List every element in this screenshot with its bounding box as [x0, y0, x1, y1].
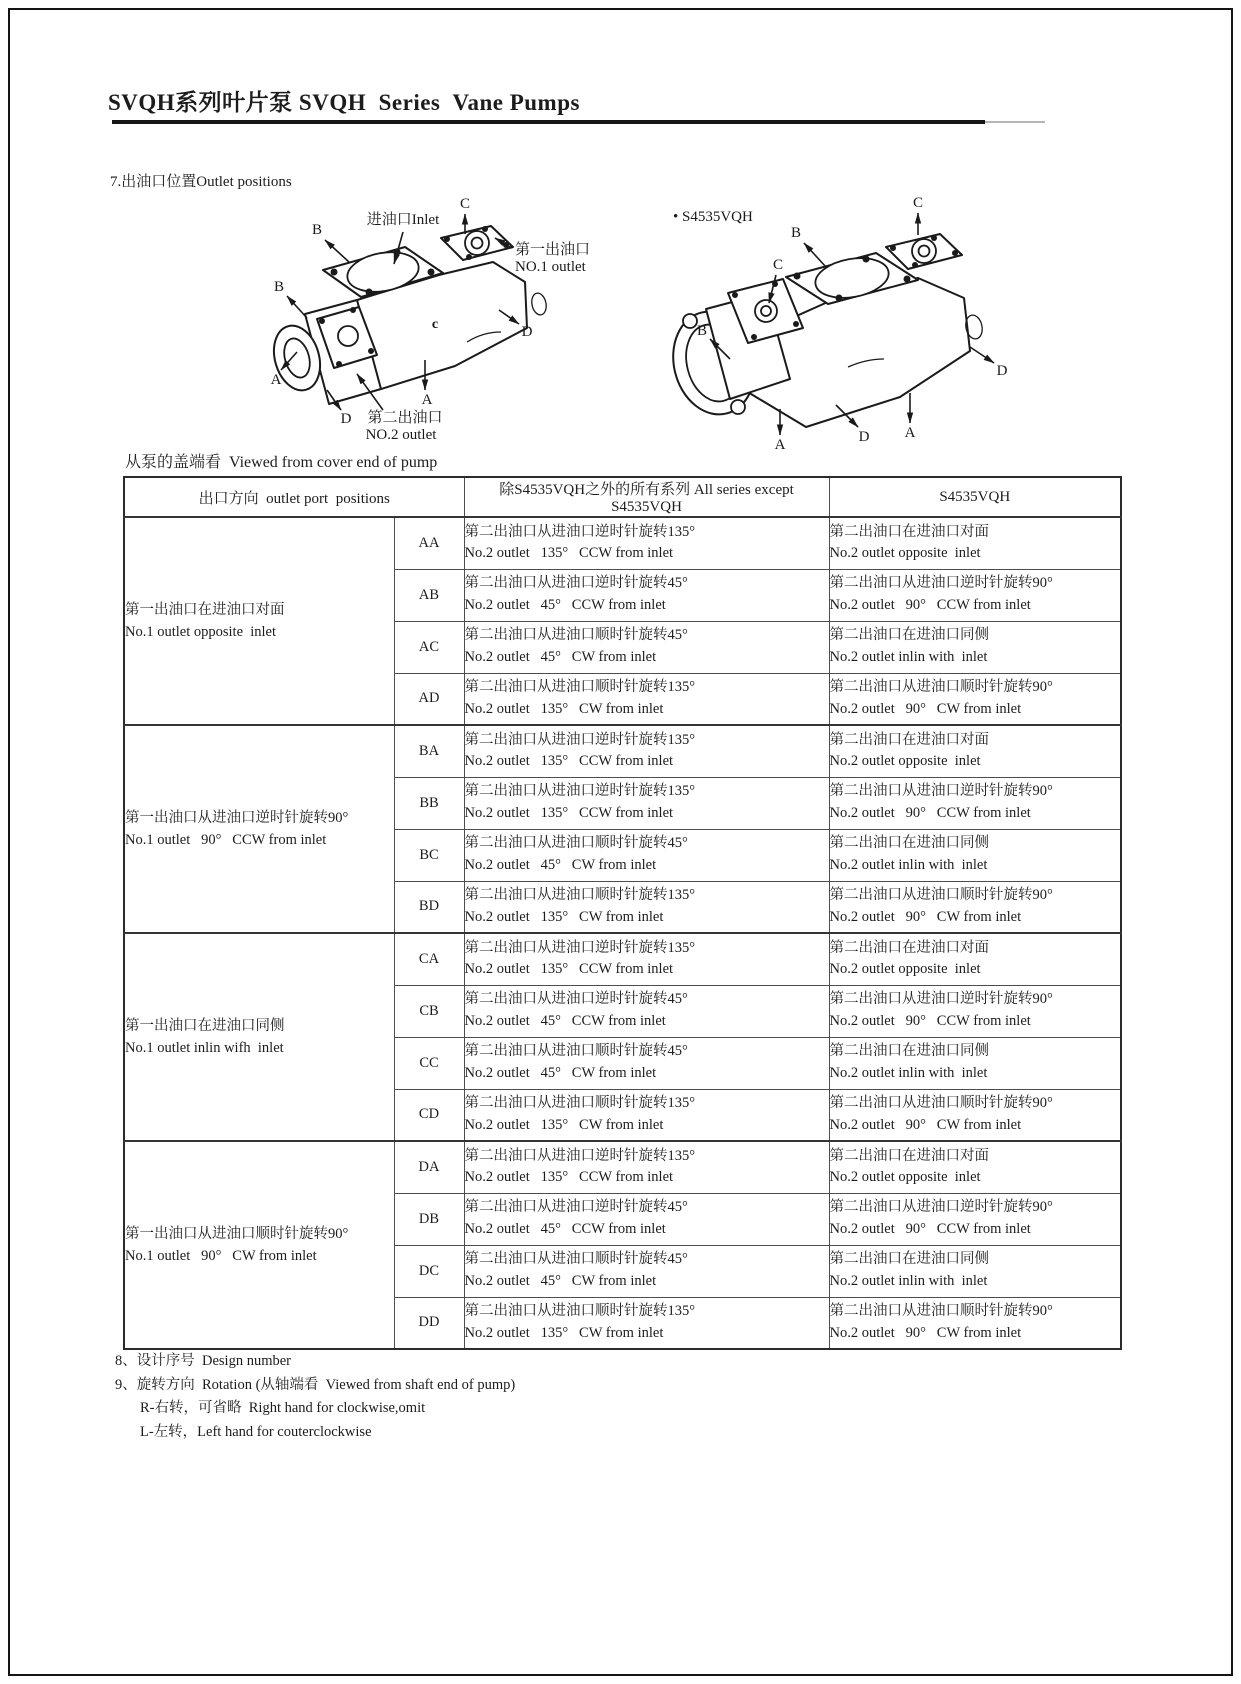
row-code: DA [394, 1141, 464, 1193]
cell-cn: 第二出油口在进油口对面 [829, 731, 990, 748]
group-label-cn: 第一出油口从进油口逆时针旋转90° [125, 809, 349, 826]
group-label-cn: 第一出油口在进油口同侧 [125, 1017, 285, 1034]
cell-cn: 第二出油口从进油口逆时针旋转135° [464, 939, 696, 956]
no1-outlet-label-cn: 第一出油口 [515, 242, 591, 258]
cell-cn: 第二出油口在进油口同侧 [829, 835, 990, 852]
row-code: BB [394, 777, 464, 829]
row-code: DD [394, 1297, 464, 1349]
dir-label-a-bottom: A [774, 437, 786, 453]
row-code: AA [394, 517, 464, 569]
cell-en: No.2 outlet 45° CW from inlet [464, 649, 657, 665]
cell-cn: 第二出油口从进油口顺时针旋转90° [829, 887, 1053, 903]
cell-en: No.2 outlet 45° CCW from inlet [464, 1013, 666, 1029]
cell-en: No.2 outlet 135° CW from inlet [464, 1116, 664, 1133]
cell-cn: 第二出油口从进油口逆时针旋转90° [829, 1199, 1053, 1216]
cell-cn: 第二出油口从进油口逆时针旋转135° [464, 731, 696, 748]
cell-cn: 第二出油口从进油口逆时针旋转45° [464, 575, 688, 592]
group-label-en: No.1 outlet 90° CCW from inlet [125, 832, 327, 848]
note-rotation-l: L-左转，Left hand for couterclockwise [140, 1423, 372, 1440]
cell-all-series [464, 1297, 829, 1349]
page-title: SVQH系列叶片泵 SVQH Series Vane Pumps [108, 90, 580, 115]
title-rule [112, 120, 985, 124]
cell-en: No.2 outlet 135° CW from inlet [464, 908, 664, 925]
footnotes [115, 1354, 515, 1448]
cell-all-series [464, 725, 829, 777]
dir-label-c-right: C [912, 195, 924, 211]
cell-cn: 第二出油口从进油口顺时针旋转45° [464, 1251, 688, 1268]
cell-en: No.2 outlet 90° CCW from inlet [829, 597, 1031, 613]
row-code: BC [394, 829, 464, 881]
row-code: DB [394, 1193, 464, 1245]
table-caption: 从泵的盖端看 Viewed from cover end of pump [125, 454, 438, 471]
dir-label-d-bottom: D [858, 429, 870, 445]
cell-all-series [464, 1089, 829, 1141]
cell-en: No.2 outlet 45° CW from inlet [464, 1065, 657, 1081]
cell-cn: 第二出油口在进油口对面 [829, 523, 990, 540]
group-label-cn: 第一出油口在进油口对面 [125, 601, 285, 618]
header-all-series: 除S4535VQH之外的所有系列 All series except S4535VQH [464, 477, 829, 517]
row-code: BD [394, 881, 464, 933]
cell-cn: 第二出油口从进油口顺时针旋转90° [829, 679, 1053, 695]
cell-en: No.2 outlet 135° CW from inlet [464, 700, 664, 717]
cell-en: No.2 outlet opposite inlet [829, 545, 981, 562]
cell-all-series [464, 1245, 829, 1297]
cell-en: No.2 outlet 45° CCW from inlet [464, 597, 666, 613]
dir-label-b-top: B [311, 222, 323, 238]
cell-s4535vqh [829, 1141, 1121, 1193]
cell-cn: 第二出油口从进油口逆时针旋转135° [464, 1147, 696, 1164]
cell-s4535vqh [829, 777, 1121, 829]
cell-s4535vqh [829, 1089, 1121, 1141]
note-rotation: 9、旋转方向 Rotation (从轴端看 Viewed from shaft end of pump) [115, 1376, 516, 1393]
group-label-cell [124, 1141, 394, 1349]
cell-cn: 第二出油口在进油口同侧 [829, 1251, 990, 1268]
direction-arrow-b-left [287, 296, 307, 318]
dir-label-a-right: A [904, 425, 916, 441]
cell-cn: 第二出油口从进油口顺时针旋转90° [829, 1095, 1053, 1111]
cell-all-series [464, 1037, 829, 1089]
cell-en: No.2 outlet opposite inlet [829, 1169, 981, 1186]
cell-s4535vqh [829, 517, 1121, 569]
dir-label-b-top: B [790, 225, 802, 241]
group-label-en: No.1 outlet opposite inlet [125, 624, 277, 640]
model-label: • S4535VQH [673, 209, 753, 225]
dir-label-a-bottom: A [421, 392, 433, 408]
table-row-BA [124, 725, 1121, 777]
cell-s4535vqh [829, 621, 1121, 673]
group-label-cn: 第一出油口从进油口顺时针旋转90° [125, 1225, 349, 1242]
dir-label-b-left: B [273, 279, 285, 295]
cell-en: No.2 outlet 135° CW from inlet [464, 1324, 664, 1341]
no2-outlet-label-cn: 第二出油口 [367, 410, 443, 426]
cell-all-series [464, 517, 829, 569]
direction-arrow-b-top [804, 243, 826, 267]
cell-all-series [464, 569, 829, 621]
cell-all-series [464, 777, 829, 829]
cell-cn: 第二出油口从进油口顺时针旋转45° [464, 835, 688, 852]
cell-all-series [464, 933, 829, 985]
cell-en: No.2 outlet inlin with inlet [829, 1065, 988, 1081]
group-label-en: No.1 outlet inlin wifh inlet [125, 1040, 284, 1056]
cell-en: No.2 outlet inlin with inlet [829, 649, 988, 665]
table-header-row [124, 477, 1121, 517]
cell-en: No.2 outlet 90° CW from inlet [829, 1324, 1022, 1341]
dir-label-c-top: C [459, 196, 471, 212]
cell-en: No.2 outlet 135° CCW from inlet [464, 1169, 674, 1186]
cell-en: No.2 outlet opposite inlet [829, 961, 981, 978]
cell-cn: 第二出油口从进油口顺时针旋转135° [464, 679, 696, 695]
cell-cn: 第二出油口从进油口逆时针旋转45° [464, 1199, 688, 1216]
cell-en: No.2 outlet 135° CCW from inlet [464, 545, 674, 562]
cell-en: No.2 outlet 90° CCW from inlet [829, 805, 1031, 821]
direction-arrow-d-right [970, 347, 994, 363]
no2-outlet-label-en: NO.2 outlet [365, 427, 437, 443]
cell-all-series [464, 829, 829, 881]
row-code: CB [394, 985, 464, 1037]
group-label-cell [124, 725, 394, 933]
cell-cn: 第二出油口从进油口顺时针旋转45° [464, 627, 688, 644]
row-code: CC [394, 1037, 464, 1089]
row-code: AC [394, 621, 464, 673]
cell-s4535vqh [829, 1193, 1121, 1245]
cell-all-series [464, 985, 829, 1037]
cell-s4535vqh [829, 985, 1121, 1037]
row-code: AB [394, 569, 464, 621]
cell-all-series [464, 1141, 829, 1193]
cell-cn: 第二出油口从进油口逆时针旋转90° [829, 991, 1053, 1008]
cell-s4535vqh [829, 569, 1121, 621]
mount-bolt-hole [683, 314, 697, 328]
inlet-label: 进油口Inlet [366, 212, 440, 228]
cell-s4535vqh [829, 1245, 1121, 1297]
cell-cn: 第二出油口从进油口顺时针旋转135° [464, 1095, 696, 1111]
section-7-heading: 7.出油口位置Outlet positions [110, 174, 292, 190]
dir-label-c-left: C [772, 257, 784, 273]
table-row-DA [124, 1141, 1121, 1193]
cell-cn: 第二出油口从进油口顺时针旋转45° [464, 1043, 688, 1060]
cell-en: No.2 outlet 135° CCW from inlet [464, 961, 674, 978]
direction-arrow-b-top [325, 240, 349, 262]
dir-label-d-bottom: D [340, 411, 352, 427]
note-rotation-r: R-右转，可省略 Right hand for clockwise,omit [140, 1400, 426, 1416]
cell-en: No.2 outlet 90° CCW from inlet [829, 1013, 1031, 1029]
dir-label-d-right: D [996, 363, 1008, 379]
row-code: CA [394, 933, 464, 985]
group-label-cell [124, 933, 394, 1141]
row-code: BA [394, 725, 464, 777]
cell-cn: 第二出油口从进油口逆时针旋转90° [829, 783, 1053, 800]
cell-all-series [464, 881, 829, 933]
cell-s4535vqh [829, 829, 1121, 881]
cell-en: No.2 outlet 135° CCW from inlet [464, 805, 674, 821]
dir-label-a-left: A [270, 372, 282, 388]
cell-s4535vqh [829, 673, 1121, 725]
cell-en: No.2 outlet 45° CW from inlet [464, 1273, 657, 1289]
group-label-cell [124, 517, 394, 725]
cell-s4535vqh [829, 1297, 1121, 1349]
cell-cn: 第二出油口从进油口顺时针旋转135° [464, 887, 696, 903]
no1-outlet-label-en: NO.1 outlet [515, 259, 586, 275]
cell-cn: 第二出油口在进油口对面 [829, 1147, 990, 1164]
cell-cn: 第二出油口在进油口同侧 [829, 627, 990, 644]
mount-bolt-hole [731, 400, 745, 414]
cell-cn: 第二出油口从进油口逆时针旋转135° [464, 783, 696, 800]
cell-en: No.2 outlet 90° CW from inlet [829, 908, 1022, 925]
outlet-positions-table [123, 476, 1122, 1350]
cell-s4535vqh [829, 1037, 1121, 1089]
pump-drawing-standard [253, 192, 623, 450]
cell-s4535vqh [829, 725, 1121, 777]
cell-en: No.2 outlet 45° CCW from inlet [464, 1221, 666, 1237]
cell-en: No.2 outlet 90° CW from inlet [829, 1116, 1022, 1133]
cell-en: No.2 outlet opposite inlet [829, 753, 981, 770]
note-design-number: 8、设计序号 Design number [115, 1353, 291, 1369]
row-code: CD [394, 1089, 464, 1141]
cell-en: No.2 outlet inlin with inlet [829, 857, 988, 873]
cell-cn: 第二出油口从进油口逆时针旋转135° [464, 523, 696, 540]
row-code: AD [394, 673, 464, 725]
cell-en: No.2 outlet 90° CW from inlet [829, 700, 1022, 717]
cell-all-series [464, 621, 829, 673]
cell-all-series [464, 673, 829, 725]
dir-label-d-right: D [521, 324, 533, 340]
row-code: DC [394, 1245, 464, 1297]
group-label-en: No.1 outlet 90° CW from inlet [125, 1248, 317, 1264]
cell-en: No.2 outlet 135° CCW from inlet [464, 753, 674, 770]
cell-en: No.2 outlet inlin with inlet [829, 1273, 988, 1289]
outlet-table-body [124, 517, 1121, 1349]
cell-cn: 第二出油口从进油口顺时针旋转135° [464, 1303, 696, 1319]
cell-en: No.2 outlet 45° CW from inlet [464, 857, 657, 873]
no2-outlet-port [338, 326, 358, 346]
cell-en: No.2 outlet 90° CCW from inlet [829, 1221, 1031, 1237]
pump-drawing-s4535vqh [618, 181, 1018, 453]
table-row-AA [124, 517, 1121, 569]
cell-cn: 第二出油口在进油口同侧 [829, 1043, 990, 1060]
cell-all-series [464, 1193, 829, 1245]
dir-label-b-left: B [696, 323, 708, 339]
header-outlet-positions: 出口方向 outlet port positions [124, 477, 464, 517]
cell-cn: 第二出油口在进油口对面 [829, 939, 990, 956]
dir-label-c-body: c [431, 317, 439, 332]
cell-s4535vqh [829, 933, 1121, 985]
title-rule-end [985, 121, 1045, 123]
cell-cn: 第二出油口从进油口逆时针旋转45° [464, 991, 688, 1008]
cell-cn: 第二出油口从进油口顺时针旋转90° [829, 1303, 1053, 1319]
header-s4535vqh: S4535VQH [829, 477, 1121, 517]
table-row-CA [124, 933, 1121, 985]
cell-cn: 第二出油口从进油口逆时针旋转90° [829, 575, 1053, 592]
cell-s4535vqh [829, 881, 1121, 933]
